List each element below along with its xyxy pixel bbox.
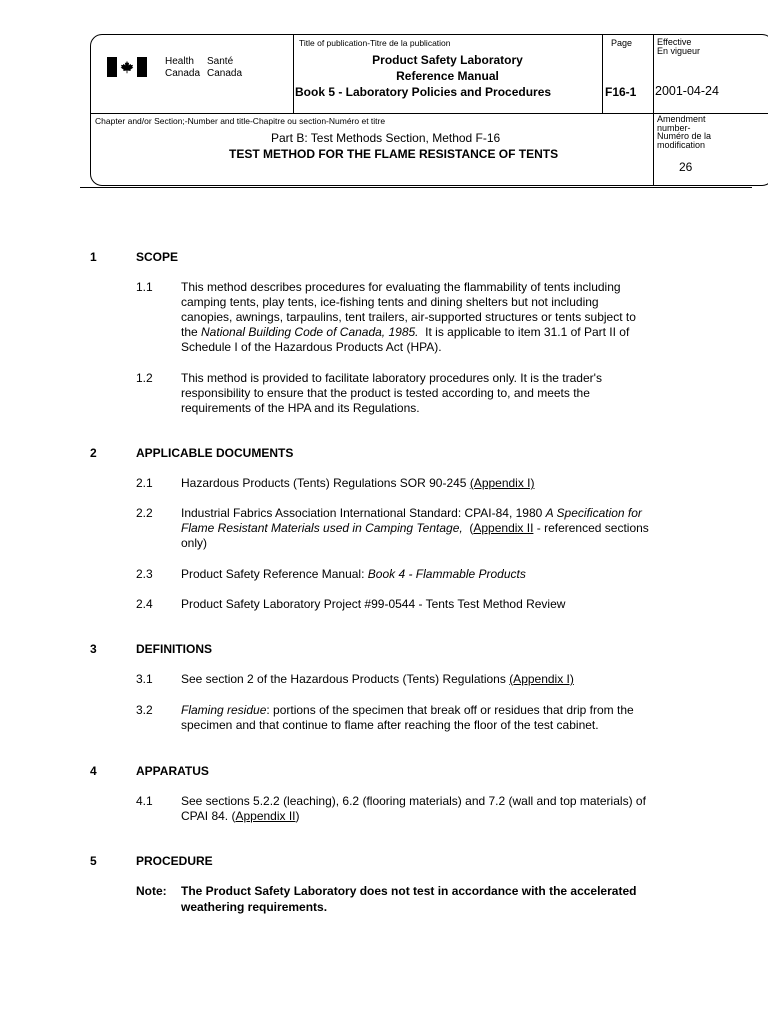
appendix-ii-link[interactable]: Appendix II [235,809,296,823]
header-divider [80,187,752,188]
section-4-number: 4 [90,764,97,778]
para-3-1-text: See section 2 of the Hazardous Products (Tents) Regulations (Appendix I) [181,672,574,686]
para-3-2-number: 3.2 [136,703,153,717]
chapter-caption: Chapter and/or Section;-Number and title-Chapitre ou section-Numéro et titre [95,116,386,126]
chapter-title: TEST METHOD FOR THE FLAME RESISTANCE OF TENTS [229,147,559,161]
publication-title-line3: Book 5 - Laboratory Policies and Procedures [295,85,552,99]
title-caption: Title of publication-Titre de la publication [299,38,451,48]
para-2-4-text: Product Safety Laboratory Project #99-0544 - Tents Test Method Review [181,597,566,611]
para-2-4-number: 2.4 [136,597,153,611]
page-number: F16-1 [605,85,637,99]
para-2-3-number: 2.3 [136,567,153,581]
publication-title-line2: Reference Manual [396,69,499,83]
maple-leaf-icon [120,60,134,74]
section-2-number: 2 [90,446,97,460]
effective-date: 2001-04-24 [655,84,719,98]
publication-title-line1: Product Safety Laboratory [372,53,523,67]
para-2-1-text: Hazardous Products (Tents) Regulations SOR 90-245 (Appendix I) [181,476,535,490]
para-2-1-number: 2.1 [136,476,153,490]
section-5-title: PROCEDURE [136,854,213,868]
appendix-i-link[interactable]: (Appendix I) [469,476,535,490]
amendment-caption: Amendment number- Numéro de la modification [657,114,712,150]
para-2-2-number: 2.2 [136,506,153,520]
para-1-1-number: 1.1 [136,280,153,294]
amendment-number: 26 [679,160,693,174]
section-4-title: APPARATUS [136,764,209,778]
section-1-number: 1 [90,250,97,264]
para-3-1-number: 3.1 [136,672,153,686]
note-label: Note: [136,884,167,898]
appendix-ii-link[interactable]: Appendix II [473,521,534,535]
chapter-part: Part B: Test Methods Section, Method F-16 [271,131,501,145]
section-3-title: DEFINITIONS [136,642,213,656]
document-header [90,34,768,186]
para-4-1-number: 4.1 [136,794,153,808]
canada-flag-logo [107,57,147,77]
para-1-2-number: 1.2 [136,371,153,385]
effective-caption: Effective En vigueur [657,37,701,56]
agency-name: Health Santé Canada Canada [165,56,243,79]
page-caption: Page [611,38,633,48]
section-1-title: SCOPE [136,250,179,264]
section-2-title: APPLICABLE DOCUMENTS [136,446,294,460]
section-3-number: 3 [90,642,97,656]
para-2-3-text: Product Safety Reference Manual: Book 4 - Flammable Products [181,567,526,581]
appendix-i-link[interactable]: (Appendix I) [509,672,574,686]
section-5-number: 5 [90,854,97,868]
